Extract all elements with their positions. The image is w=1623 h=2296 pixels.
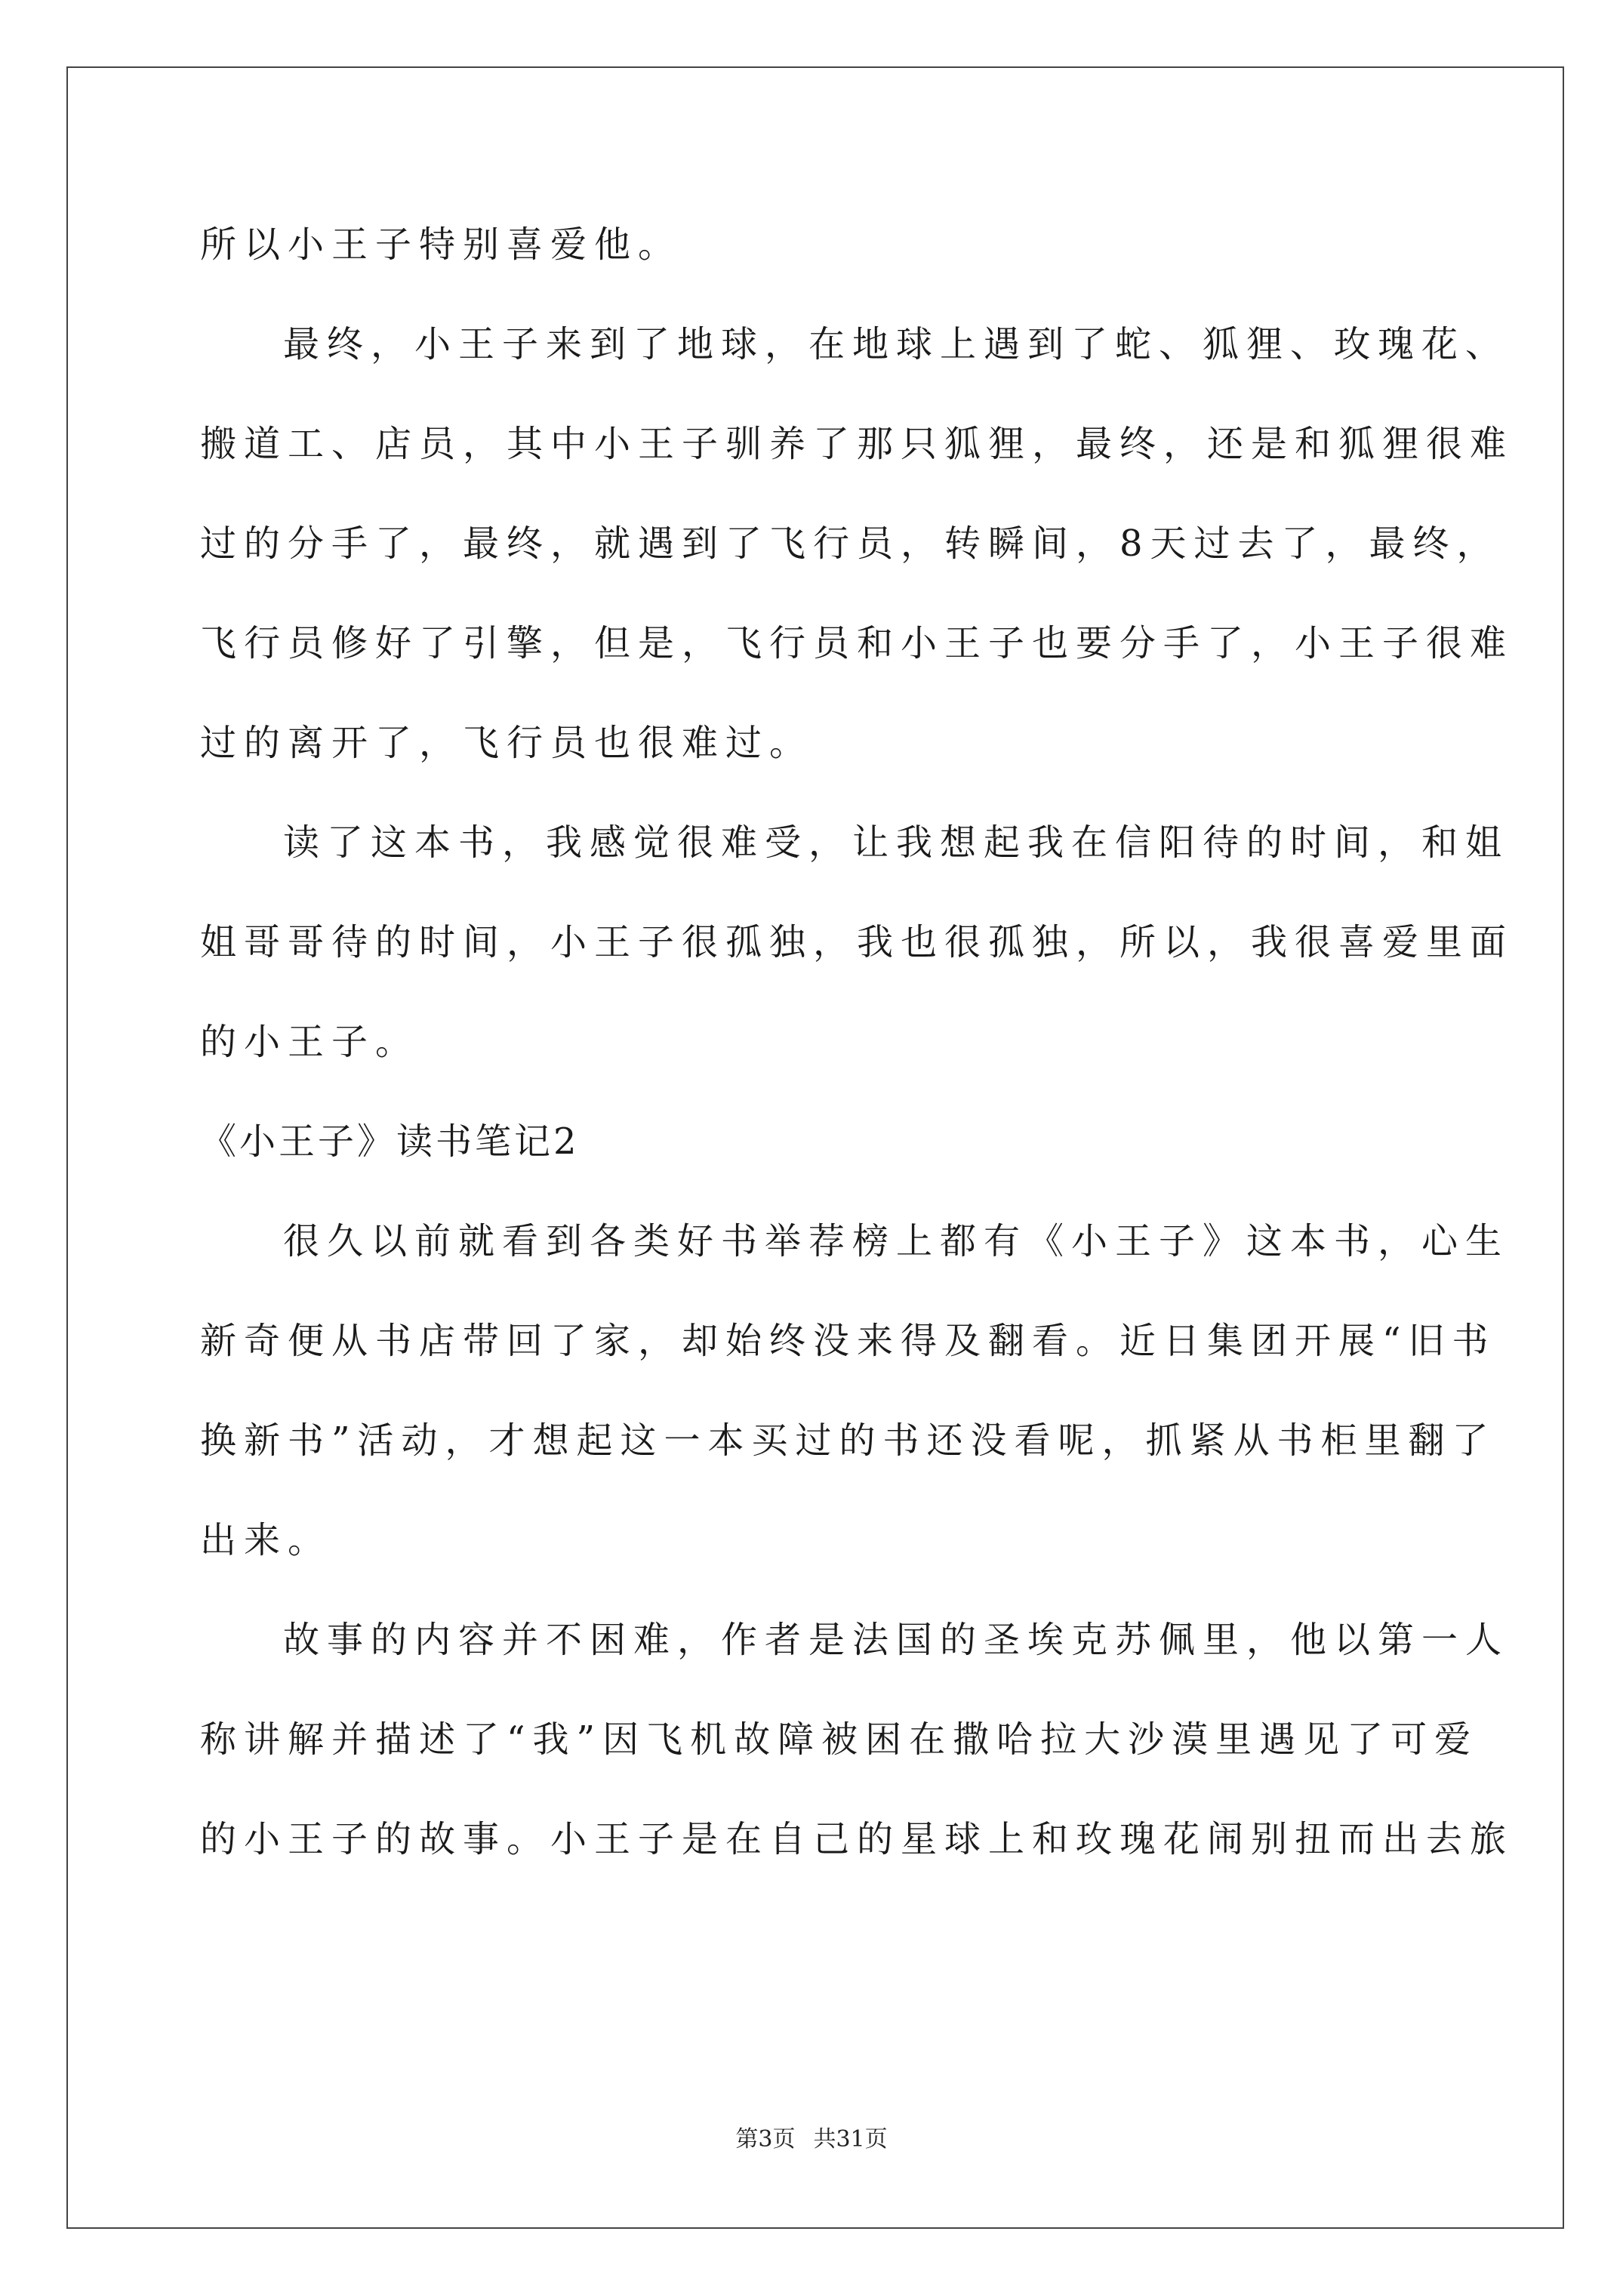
text-line: 飞行员修好了引擎，但是，飞行员和小王子也要分手了，小王子很难 [200, 622, 1514, 664]
text-line: 的小王子的故事。小王子是在自己的星球上和玫瑰花闹别扭而出去旅 [200, 1818, 1514, 1860]
text-line: 的小王子。 [200, 1021, 420, 1063]
text-line: 姐哥哥待的时间，小王子很孤独，我也很孤独，所以，我很喜爱里面 [200, 921, 1514, 963]
document-body [200, 195, 1514, 1889]
text-line: 过的分手了，最终，就遇到了飞行员，转瞬间，8天过去了，最终， [200, 522, 1501, 565]
text-line: 过的离开了，飞行员也很难过。 [200, 722, 814, 764]
text-line: 新奇便从书店带回了家，却始终没来得及翻看。近日集团开展“旧书 [200, 1320, 1496, 1362]
text-line: 出来。 [200, 1519, 332, 1561]
text-line: 读了这本书，我感觉很难受，让我想起我在信阳待的时间，和姐 [283, 821, 1510, 864]
text-line: 换新书”活动，才想起这一本买过的书还没看呢，抓紧从书柜里翻了 [200, 1419, 1496, 1462]
page-total: 共31页 [813, 2126, 888, 2153]
section-heading: 《小王子》读书笔记2 [200, 1120, 580, 1163]
text-line: 称讲解并描述了“我”因飞机故障被困在撒哈拉大沙漠里遇见了可爱 [200, 1718, 1479, 1761]
text-line: 很久以前就看到各类好书举荐榜上都有《小王子》这本书，心生 [283, 1220, 1510, 1262]
page-footer [0, 2125, 1623, 2155]
text-line: 最终，小王子来到了地球，在地球上遇到了蛇、狐狸、玫瑰花、 [283, 323, 1510, 365]
page-number: 第3页 [735, 2126, 796, 2153]
text-line: 所以小王子特别喜爱他。 [200, 223, 682, 266]
text-line: 搬道工、店员，其中小王子驯养了那只狐狸，最终，还是和狐狸很难 [200, 423, 1514, 465]
text-line: 故事的内容并不困难，作者是法国的圣埃克苏佩里，他以第一人 [283, 1619, 1510, 1661]
